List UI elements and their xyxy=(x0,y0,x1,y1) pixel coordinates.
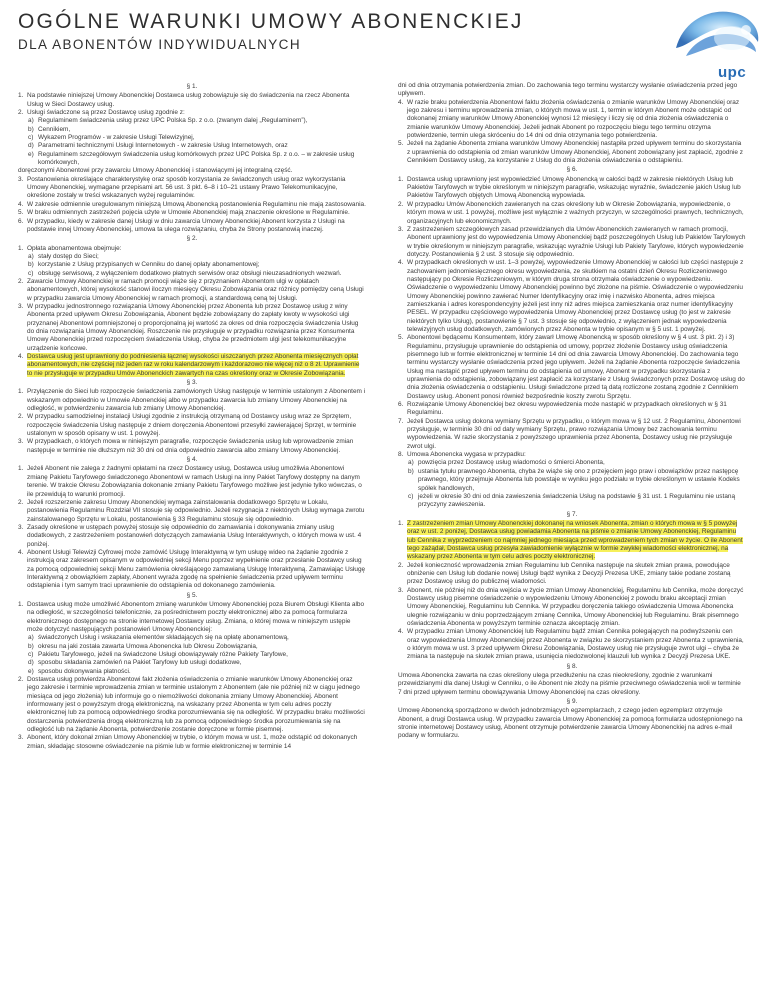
clause-number: 4. xyxy=(398,259,404,267)
sub-clause xyxy=(18,634,366,642)
clause-number: 2. xyxy=(18,277,24,285)
clause-text: Zawarcie Umowy Abonenckiej w ramach promocji wiąże się z przyznaniem Abonentom ulgi w opłatach abonamentowych, której wysokość stanowi iloczyn miesięcy Okresu Zobowiązania oraz różnicy pomiędzy ceną Usługi w przypadku zawarcia Umowy Abonenckiej w ramach promocji, a standardową ceną tej Usługi. xyxy=(27,277,364,302)
clause-text: W razie braku potwierdzenia Abonentowi faktu złożenia oświadczenia o zmianie warunków Umowy Abonenckiej oraz jego zakresu i terminu wprowadzenia zmian, o których mowa w ust. 1, termin w którym Abonent może odstąpić od dokonanej zmiany warunków Umowy Abonenckiej wynosi 12 miesięcy i liczy się od dnia złożenia oświadczenia o zmianie warunków Umowy Abonenckiej. Jeżeli jednak Abonent po rozpoczęciu biegu tego terminu otrzyma potwierdzenie, termin ulega skróceniu do 14 dni od dnia otrzymania tego potwierdzenia. xyxy=(407,98,740,140)
right-column xyxy=(398,82,746,741)
clause-number: a) xyxy=(408,459,414,467)
clause-number: d) xyxy=(28,659,34,667)
section-heading: § 4. xyxy=(186,456,198,464)
clause-text: Wykazem Programów - w zakresie Usługi Telewizyjnej, xyxy=(38,134,195,142)
clause-text: Jeżeli Abonent nie zalega z żadnymi opłatami na rzecz Dostawcy usług, Dostawca usług umożliwia Abonentowi zmianę Pakietu Taryfowego świadczonego Abonentowi w ramach Usługi na inny Pakiet Taryfowy dostępny na danym terenie. W trakcie Okresu Zobowiązania dokonanie zmiany Pakietu Taryfowego możliwe jest jedynie tylko wówczas, o ile przewidują to warunki promocji. xyxy=(27,465,362,498)
clause-number: 1. xyxy=(18,465,24,473)
clause-text: Regulaminem szczegółowym świadczenia usług komórkowych przez UPC Polska Sp. z o.o. – w zakresie usług komórkowych, xyxy=(38,150,355,167)
clause-number: 2. xyxy=(18,498,24,506)
clause xyxy=(398,451,746,459)
clause-text: Dostawca usług jest uprawniony do podniesienia łącznej wysokości uiszczanych przez Abonenta miesięcznych opłat abonamentowych, nie częściej niż jeden raz w roku kalendarzowym i każdorazowo nie więcej niż o 8 zł. Uprawnienie to nie przysługuje w przypadku Umów Abonenckich zawartych na czas określony oraz w Okresie Zobowiązania. xyxy=(27,353,360,377)
clause-number: 2. xyxy=(18,413,24,421)
clause-text: Usługi świadczone są przez Dostawcę usług zgodnie z: xyxy=(27,109,185,117)
clause-text: Abonent, nie później niż do dnia wejścia w życie zmian Umowy Abonenckiej, Regulaminu lub Cennika, może doręczyć Dostawcy usług pisemne oświadczenie o wypowiedzeniu Umowy Abonenckiej z powodu braku akceptacji zmian Umowy Abonenckiej, Regulaminu lub Cennika. W przypadku doręczenia takiego oświadczenia Umowa Abonencka ulegnie rozwiązaniu w dniu poprzedzającym zmianę Cennika, Umowy Abonenckiej lub Regulaminu. Brak pisemnego oświadczenia Abonenta w powyższym terminie oznacza akceptację zmian. xyxy=(407,586,744,627)
clause-number: 3. xyxy=(398,586,404,594)
clause-number: 1. xyxy=(18,600,24,608)
clause-text: Regulaminem świadczenia usług przez UPC Polska Sp. z o.o. (zwanym dalej „Regulaminem”), xyxy=(38,117,308,125)
clause-number: b) xyxy=(28,642,34,650)
clause xyxy=(18,109,366,117)
section-heading: § 2. xyxy=(186,235,198,243)
clause xyxy=(18,734,366,751)
sub-clause xyxy=(18,126,366,134)
clause-text: W braku odmiennych zastrzeżeń pojęcia użyte w Umowie Abonenckiej mają znaczenie określone w Regulaminie. xyxy=(27,209,350,217)
sub-clause xyxy=(398,468,746,493)
sub-clause xyxy=(398,493,746,510)
clause-number: 3. xyxy=(18,302,24,310)
clause-number: 1. xyxy=(18,244,24,252)
clause-number: 6. xyxy=(18,217,24,225)
clause-text: stały dostęp do Sieci; xyxy=(38,252,99,260)
clause xyxy=(18,209,366,217)
clause-number: a) xyxy=(28,252,34,260)
page-title: OGÓLNE WARUNKI UMOWY ABONENCKIEJ xyxy=(18,10,524,33)
clause-text: W przypadkach określonych w ust. 1–3 powyżej, wypowiedzenie Umowy Abonenckiej w całości lub części następuje z zachowaniem jednomiesięcznego okresu wypowiedzenia, ze skutkiem na ostatni dzień Okresu Rozliczeniowego następujący po Okresie Rozliczeniowym, w którym druga strona otrzymała oświadczenie o wypowiedzeniu. Oświadczenie o wypowiedzeniu Umowy Abonenckiej powinno być złożone na piśmie. Oświadczenie o wypowiedzeniu Umowy Abonenckiej powinno zawierać Numer Identyfikacyjny oraz imię i nazwisko Abonenta, adres miejsca zamieszkania i adres korespondencyjny jeżeli jest inny niż adres miejsca zamieszkania oraz numer identyfikacyjny PESEL. W przypadku częściowego wypowiedzenia Umowy Abonenckiej przez Dostawcę usług (to jest w zakresie niektórych tylko Usług), postanowienie § 7 ust. 3 stosuje się odpowiednio, z wyłączeniem jednak wypowiedzenia telewizyjnych usług dodatkowych, zamówionych przez Abonenta w trybie opisanym w § 5 ust. 1 powyżej. xyxy=(407,259,744,333)
clause xyxy=(18,278,366,303)
clause-text: Dostawca usług potwierdza Abonentowi fakt złożenia oświadczenia o zmianie warunków Umowy Abonenckiej oraz jego zakresie i terminie wprowadzenia zmian w terminie ustalonym z Abonentem (ale nie później niż w ciągu jednego miesiąca od jego złożenia) lub informuje go o niemożliwości dokonania zmiany Umowy Abonenckiej. Abonent informowany jest o powyższym drogą elektroniczną, na wskazany przez Abonenta w tym celu adres poczty elektronicznej lub za pomocą odpowiedniego środka porozumiewania się na odległość. W przypadku braku możliwości dostarczenia potwierdzenia drogą elektroniczną lub za pomocą odpowiedniego środka porozumiewania się na odległość lub na żądanie Abonenta, potwierdzenie zostanie doręczone w formie pisemnej. xyxy=(27,676,365,734)
clause-number: 1. xyxy=(18,388,24,396)
clause xyxy=(18,388,366,413)
clause xyxy=(398,201,746,226)
clause-text: W przypadku Umów Abonenckich zawieranych na czas określony lub w Okresie Zobowiązania, wypowiedzenie, o którym mowa w ust. 1 powyżej, możliwe jest wyłącznie z ważnych przyczyn, w szczególności prawnych, technicznych, organizacyjnych lub ekonomicznych. xyxy=(407,200,744,225)
upc-logo-icon xyxy=(656,0,768,82)
sub-clause xyxy=(18,134,366,142)
page-subtitle: DLA ABONENTÓW INDYWIDUALNYCH xyxy=(18,37,301,52)
clause xyxy=(18,465,366,498)
section-heading: § 5. xyxy=(186,591,198,599)
clause-number: 3. xyxy=(18,175,24,183)
clause-number: 2. xyxy=(18,676,24,684)
clause xyxy=(398,334,746,401)
clause xyxy=(18,601,366,634)
clause xyxy=(398,628,746,661)
clause-number: e) xyxy=(28,150,34,158)
sub-clause xyxy=(18,117,366,125)
clause-text: W zakresie odmiennie uregulowanym niniejszą Umową Abonencką postanowienia Regulaminu nie mają zastosowania. xyxy=(27,200,366,208)
sub-clause xyxy=(18,253,366,261)
clause-number: c) xyxy=(28,269,34,277)
paragraph: dni od dnia otrzymania potwierdzenia zmian. Do zachowania tego terminu wystarczy wysłanie oświadczenia przed jego upływem. xyxy=(398,82,738,98)
clause-number: c) xyxy=(28,134,34,142)
section-heading: § 8. xyxy=(566,662,578,670)
section-heading: § 6. xyxy=(566,166,578,174)
clause-number: 3. xyxy=(18,734,24,742)
clause xyxy=(398,226,746,259)
clause-text: Jeżeli na żądanie Abonenta zmiana warunków Umowy Abonenckiej nastąpiła przed upływem terminu do skorzystania z uprawnienia do odstąpienia od zmian warunków Umowy Abonenckiej, Abonent zobowiązany jest zapłacić, zgodnie z Cennikiem Dostawcy usług, za korzystanie z Usług do dnia złożenia oświadczenia o odstąpieniu. xyxy=(407,140,744,165)
clause xyxy=(398,587,746,629)
clause-text: Z zastrzeżeniem zmian Umowy Abonenckiej dokonanej na wniosek Abonenta, zmian o których mowa w § 5 powyżej oraz w ust. 2 poniżej, Dostawca usług powiadamia Abonenta na piśmie o zmianie Umowy Abonenckiej, Regulaminu lub Cennika z wyprzedzeniem co najmniej jednego miesiąca przed wprowadzeniem tych zmian w życie. O ile Abonent tego zażądał, Dostawca usług przesyła zawiadomienie wyłącznie w formie zwykłej wiadomości elektronicznej, na wskazany przez Abonenta w tym celu adres poczty elektronicznej. xyxy=(407,519,743,561)
sub-clause xyxy=(18,651,366,659)
clause xyxy=(398,176,746,201)
sub-clause xyxy=(18,643,366,651)
clause-number: a) xyxy=(28,117,34,125)
clause-number: 4. xyxy=(18,548,24,556)
clause xyxy=(18,201,366,209)
clause-text: Zasady określone w ustępach powyżej stosuje się odpowiednio do zamawiania i dokonywania zmiany usług dodatkowych, z zastrzeżeniem postanowień dotyczących zamawiania Usług Interaktywnych, o których mowa w ust. 4 poniżej. xyxy=(27,523,362,548)
clause-text: Z zastrzeżeniem szczegółowych zasad przewidzianych dla Umów Abonenckich zawieranych w ramach promocji, Abonent uprawniony jest do wypowiedzenia Umowy Abonenckiej bądź poszczególnych Usług lub Pakietów Taryfowych w trybie określonym w niniejszym paragrafie, wskazując wyraźnie Usługi lub Pakiety Taryfowe, których wypowiedzenie dotyczy. Postanowienia § 2 ust. 3 stosuje się odpowiednio. xyxy=(407,225,746,258)
clause-number: 5. xyxy=(398,140,404,148)
sub-clause xyxy=(18,270,366,278)
clause-number: 4. xyxy=(18,353,24,360)
clause-number: 3. xyxy=(398,225,404,233)
clause xyxy=(398,418,746,451)
clause-text: W przypadku zmian Umowy Abonenckiej lub Regulaminu bądź zmian Cennika polegających na podwyższeniu cen oraz wypowiedzenia Umowy Abonenckiej przez Abonenta w związku ze skorzystaniem przez Abonenta z uprawnienia, o którym mowa w ust. 3 przed upływem Okresu Zobowiązania, Dostawcy usług nie przysługuje zwrot ulgi – chyba że zmiana ta następuje na skutek zmian prawa, usunięcia niedozwolonej klauzuli lub wynika z Decyzji Prezesa UKE. xyxy=(407,628,744,661)
clause-number: b) xyxy=(408,467,414,475)
clause-text: Na podstawie niniejszej Umowy Abonenckiej Dostawca usług zobowiązuje się do świadczenia na rzecz Abonenta Usług w Sieci Dostawcy usług. xyxy=(27,92,350,108)
paragraph: Umowa Abonencka zawarta na czas określony ulega przedłużeniu na czas nieokreślony, zgodnie z warunkami przewidzianymi dla danej Usługi w Cenniku, o ile Abonent nie złoży na piśmie przeciwnego oświadczenia woli w terminie 7 dni przed upływem terminu obowiązywania Umowy Abonenckiej na czas określony. xyxy=(398,672,741,696)
clause xyxy=(18,245,366,253)
clause-text: Cennikiem, xyxy=(38,125,71,133)
clause-number: b) xyxy=(28,261,34,269)
clause-text: Pakietu Taryfowego, jeżeli na świadczone Usługi obowiązywały różne Pakiety Taryfowe, xyxy=(38,651,288,659)
clause-number: 4. xyxy=(398,628,404,636)
clause-text: Jeżeli Dostawca usług dokona wymiany Sprzętu w przypadku, o którym mowa w § 12 ust. 2 Regulaminu, Abonentowi przysługuje, w terminie 30 dni od daty wymiany Sprzętu, prawo rozwiązania Umowy bez zachowania terminu wypowiedzenia. W razie skorzystania z powyższego uprawnienia przez Abonenta, Dostawcy usług nie przysługuje zwrot ulgi. xyxy=(407,417,741,450)
sub-clause xyxy=(18,142,366,150)
clause-text: W przypadkach, o których mowa w niniejszym paragrafie, rozpoczęcie świadczenia usług lub wprowadzenie zmian następuje w terminie nie dłuższym niż 30 dni od dnia odpowiednio zawarcia albo zmiany Umowy Abonenckiej. xyxy=(27,438,354,454)
clause xyxy=(18,676,366,734)
clause-number: 7. xyxy=(398,417,404,425)
clause-text: okresu na jaki została zawarta Umowa Abonencka lub Okresu Zobowiązania, xyxy=(38,642,258,650)
clause xyxy=(398,99,746,141)
clause-number: 2. xyxy=(18,109,24,117)
clause-text: obsługę serwisową, z wyłączeniem dodatkowo płatnych serwisów oraz obsługi nieuzasadnionych wezwań. xyxy=(38,269,342,277)
clause-number: 1. xyxy=(398,175,404,183)
paragraph: doręczonymi Abonentowi przy zawarciu Umowy Abonenckiej i stanowiącymi jej integralną część. xyxy=(18,167,293,175)
clause-number: a) xyxy=(28,634,34,642)
clause xyxy=(18,549,366,591)
clause xyxy=(18,413,366,438)
clause-number: c) xyxy=(28,651,34,659)
clause-text: Dostawca usług może umożliwić Abonentom zmianę warunków Umowy Abonenckiej poza Biurem Obsługi Klienta albo na odległość, w szczególności telefonicznie, za pośrednictwem poczty elektronicznej albo za pomocą formularza elektronicznego dostępnego na stronie internetowej Dostawcy usług. Zmiana, o której mowa w niniejszym ustępie może dotyczyć następujących postanowień Umowy Abonenckiej: xyxy=(27,600,365,633)
clause-number: 2. xyxy=(398,200,404,208)
clause-text: W przypadku samodzielnej instalacji Usługi zgodnie z instrukcją otrzymaną od Dostawcy usług wraz ze Sprzętem, rozpoczęcie świadczenia Usług następuje z dniem doręczenia Abonentowi przesyłki zawierającej Sprzęt, w terminie ustalonym w sposób opisany w ust. 1 powyżej. xyxy=(27,413,357,438)
clause xyxy=(398,259,746,334)
clause xyxy=(18,353,366,378)
sub-clause xyxy=(18,659,366,667)
clause-text: Postanowienia określające charakterystykę oraz sposób korzystania ze świadczonych usług oraz wykorzystania Umowy Abonenckiej, wymagane przepisami art. 56 ust. 3 pkt. 6–8 i 10–21 ustawy Prawo Telekomunikacyjne, określone zostały w treści wskazanych wyżej regulaminów. xyxy=(27,175,346,200)
clause-number: 8. xyxy=(398,451,404,459)
clause-text: W przypadku jednostronnego rozwiązania Umowy Abonenckiej przez Abonenta lub przez Dostawcę usług z winy Abonenta przed upływem Okresu Zobowiązania, Abonent będzie zobowiązany do zapłaty kwoty w wysokości ulgi przyznanej Abonentowi pomniejszonej o proporcjonalną jej wartość za okres od dnia rozpoczęcia świadczenia Usług do dnia rozwiązania Umowy Abonenckiej. Roszczenie nie przysługuje w przypadku rozwiązania przez Konsumenta Umowy Abonenckiej przed rozpoczęciem świadczenia Usług, chyba że przedmiotem ulgi jest telekomunikacyjne urządzenie końcowe. xyxy=(27,302,359,352)
clause-text: Przyłączenie do Sieci lub rozpoczęcie świadczenia zamówionych Usług następuje w terminie ustalonym z Abonentem i wskazanym odpowiednio w Umowie Abonenckiej albo w przypadku zawarcia lub zmiany Umowy Abonenckiej na odległość, w potwierdzeniu zawarcia lub zmiany Umowy Abonenckiej. xyxy=(27,388,366,413)
clause-text: świadczonych Usług i wskazania elementów składających się na opłatę abonamentową, xyxy=(38,634,289,642)
clause xyxy=(398,562,746,587)
section-heading: § 3. xyxy=(186,379,198,387)
clause-number: 4. xyxy=(18,200,24,208)
clause-number: 6. xyxy=(398,401,404,409)
clause-text: Jeżeli konieczność wprowadzenia zmian Regulaminu lub Cennika następuje na skutek zmian prawa, powodujące obniżenie cen Usług lub dodanie nowej Usługi bądź wynika z Decyzji Prezesa UKE, zmiany takie podane zostaną przez Dostawcę usług do publicznej wiadomości. xyxy=(407,561,731,586)
clause xyxy=(18,303,366,353)
clause xyxy=(18,176,366,201)
clause-number: 1. xyxy=(18,92,24,100)
clause xyxy=(398,401,746,418)
clause xyxy=(18,218,366,235)
clause-text: Abonentowi będącemu Konsumentem, który zawarł Umowę Abonencką w sposób określony w § 4 ust. 3 pkt. 2) i 3) Regulaminu, przysługuje uprawnienie do odstąpienia od umowy, poprzez złożenie Dostawcy usług oświadczenia pisemnego lub w formie elektronicznej w terminie 14 dni od dnia zawarcia Umowy Abonenckiej. Do zachowania tego terminu wystarczy wysłanie oświadczenia przed jego upływem. Jeżeli na żądanie Abonenta rozpoczęcie świadczenia Usług ma nastąpić przed upływem terminu do odstąpienia od umowy, Abonent w przypadku skorzystania z uprawnienia do odstąpienia, zobowiązany jest zapłacić za korzystanie z Usług świadczonych przez Dostawcę usług do dnia złożenia oświadczenia o odstąpieniu. Usługi świadczone przed tą datą rozliczone zostaną zgodnie z Cennikiem Dostawcy usług. Abonent ponosi również bezpośrednie koszty zwrotu Sprzętu. xyxy=(407,334,745,400)
sub-clause xyxy=(398,459,746,467)
clause-text: Parametrami technicznymi Usługi Internetowych - w zakresie Usług Internetowych, oraz xyxy=(38,142,288,150)
clause-number: 5. xyxy=(398,334,404,342)
logo-text: upc xyxy=(718,64,747,81)
section-heading: § 9. xyxy=(566,698,578,706)
sub-clause xyxy=(18,151,366,168)
clause-number: e) xyxy=(28,667,34,675)
sub-clause xyxy=(18,261,366,269)
clause-number: 5. xyxy=(18,209,24,217)
clause-text: Abonent Usługi Telewizji Cyfrowej może zamówić Usługę Interaktywną w tym usługę wideo na żądanie zgodnie z instrukcją oraz zakresem opisanym w odpowiedniej sekcji Menu poprzez wypełnienie oraz przesłanie Dostawcy usług za pomocą odpowiedniej sekcji Menu zamówienia określającego zamawianą Usługę Interaktywną. Zamawiając Usługę Interaktywną z obowiązkiem zapłaty, Abonent wyraża zgodę na spełnienie świadczenia przed upływem terminu odstąpienia i tym samym traci uprawnienie do odstąpienia od dokonanego zamówienia. xyxy=(27,548,366,590)
clause-text: Abonent, który dokonał zmian Umowy Abonenckiej w trybie, o którym mowa w ust. 1, może odstąpić od dokonanych zmian, składając stosowne oświadczenie na piśmie lub w formie elektronicznej w terminie 14 xyxy=(27,734,358,750)
clause-number: 2. xyxy=(398,561,404,569)
clause-text: Dostawca usług uprawniony jest wypowiedzieć Umowę Abonencką w całości bądź w zakresie niektórych Usług lub Pakietów Taryfowych w trybie określonym w niniejszym paragrafie, wskazując wyraźnie, świadczenie jakich Usług lub Pakietów Taryfowych objętych Umową Abonencką wypowiada. xyxy=(407,175,741,200)
clause-text: Rozwiązanie Umowy Abonenckiej bez okresu wypowiedzenia może nastąpić w przypadkach określonych w § 31 Regulaminu. xyxy=(407,401,727,417)
clause-text: jeżeli w okresie 30 dni od dnia zawieszenia świadczenia Usług na podstawie § 31 ust. 1 Regulaminu nie ustaną przyczyny zawieszenia. xyxy=(418,492,736,509)
section-heading: § 7. xyxy=(566,510,578,518)
clause-number: 1. xyxy=(398,519,404,527)
clause-text: sposobu składania zamówień na Pakiet Taryfowy lub usługi dodatkowe, xyxy=(38,659,242,667)
clause-text: Umowa Abonencka wygasa w przypadku: xyxy=(407,451,526,459)
clause-text: Opłata abonamentowa obejmuje: xyxy=(27,244,122,252)
clause xyxy=(18,499,366,524)
clause xyxy=(18,92,366,109)
sub-clause xyxy=(18,668,366,676)
clause-text: Jeżeli rozszerzenie zakresu Umowy Abonenckiej wymaga zainstalowania dodatkowego Sprzętu w Lokalu, postanowienia Regulaminu Rozdział VII stosuje się odpowiednio. Jeżeli rezygnacja z niektórych Usług wymaga zwrotu zainstalowanego Sprzętu w Lokalu, postanowienia § 33 Regulaminu stosuje się odpowiednio. xyxy=(27,498,365,523)
clause-number: 4. xyxy=(398,98,404,106)
clause-text: sposobu dokonywania płatności. xyxy=(38,667,131,675)
clause-number: d) xyxy=(28,142,34,150)
clause xyxy=(398,140,746,165)
clause-number: 3. xyxy=(18,438,24,446)
clause xyxy=(18,524,366,549)
clause-number: 3. xyxy=(18,523,24,531)
clause-number: b) xyxy=(28,125,34,133)
clause xyxy=(18,438,366,455)
clause-text: korzystanie z Usług przypisanych w Cenniku do danej opłaty abonamentowej; xyxy=(38,261,260,269)
clause-text: ustania tytułu prawnego Abonenta, chyba że wiąże się ono z przejęciem jego praw i obowiązków przez następcę prawnego, który przejmuje Abonenta lub powstaje w wyniku jego podziału w trybie określonym w ustawie Kodeks spółek handlowych, xyxy=(418,467,740,492)
paragraph: Umowę Abonencką sporządzono w dwóch jednobrzmiących egzemplarzach, z czego jeden egzemplarz otrzymuje Abonent, a drugi Dostawca usług. W przypadku zawarcia Umowy Abonenckiej za pomocą formularza udostępnionego na stronie internetowej Dostawcy usług, Abonent otrzymuje potwierdzenie zawarcia Umowy Abonenckiej na adres e-mail podany w formularzu. xyxy=(398,707,743,740)
clause xyxy=(398,520,746,562)
left-column xyxy=(18,82,366,751)
clause-text: W przypadku, kiedy w zakresie danej Usługi w dniu zawarcia Umowy Abonenckiej Abonent korzysta z Usługi na podstawie innej Umowy Abonenckiej, umowa ta ulega rozwiązaniu, chyba że Strony postanowią inaczej. xyxy=(27,217,345,233)
section-heading: § 1. xyxy=(186,83,198,90)
clause-number: c) xyxy=(408,492,414,500)
clause-text: powzięcia przez Dostawcę usług wiadomości o śmierci Abonenta, xyxy=(418,459,605,467)
